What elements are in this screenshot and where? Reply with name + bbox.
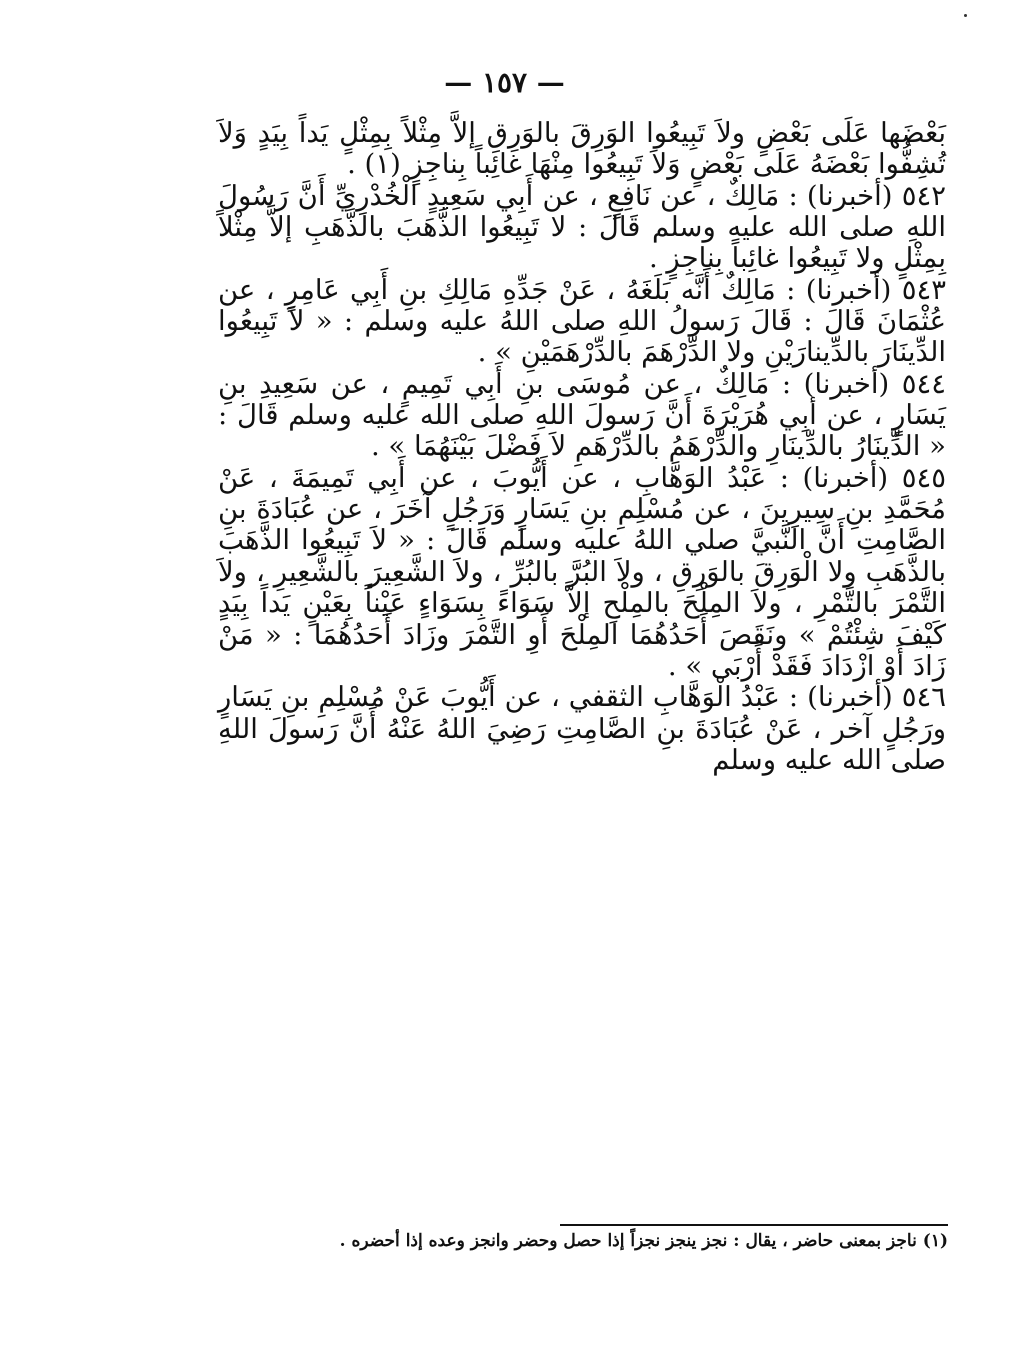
corner-dot — [964, 14, 967, 17]
intro-text: بَعْضَها عَلَى بَعْضٍ ولاَ تَبِيعُوا الوَرِقَ بالوَرِقِ إلاَّ مِثْلاً بِمِثْلٍ يَداً بِيَدٍ وَلاَ تُشِفُّوا بَعْضَهُ عَلَى بَعْضٍ وَلاَ تَبِيعُوا مِنْهَا غائِباً بِناجِزٍ (١) . — [218, 117, 946, 181]
paragraph-number: ٥٤٦ — [901, 681, 946, 714]
main-text — [218, 118, 946, 776]
page-number: — ١٥٧ — — [444, 66, 565, 99]
paragraph-number: ٥٤٥ — [901, 461, 947, 494]
hadith-paragraph-546 — [218, 682, 946, 776]
paragraph-text: (أخبرنا) : مَالِكٌ أَنَّه بَلَغَهُ ، عَنْ جَدِّهِ مَالِكِ بنِ أَبِي عَامِرٍ ، عن عُثْمَانَ قَالَ : قَالَ رَسولُ اللهِ صلى اللهُ عليه وسلم : « لاَ تَبِيعُوا الدِّينَارَ بالدِّينارَيْنِ ولا الدِّرْهَمَ بالدِّرْهَمَيْنِ » . — [218, 273, 946, 369]
footnote — [218, 1230, 948, 1252]
hadith-paragraph-545 — [218, 463, 946, 682]
hadith-paragraph-544 — [218, 369, 946, 463]
intro-paragraph — [218, 118, 946, 181]
hadith-paragraph-543 — [218, 275, 946, 369]
paragraph-text: (أخبرنا) : عَبْدُ الوَهَّابِ ، عن أَيُّوبَ ، عن أَبِي تَمِيمَةَ ، عَنْ مُحَمَّدِ بنِ سِيرِينَ ، عن مُسْلِمِ بنِ يَسَارٍ وَرَجُلٍ آخَرَ ، عن عُبَادَةَ بنِ الصَّامِتِ أَنَّ النَّبيَّ صلي اللهُ عليه وسلم قَالَ : « لاَ تَبِيعُوا الذَّهَبَ بالذَّهَبِ ولا الْوَرِقَ بالوَرِقِ ، ولاَ البُرَّ بالبُرِّ ، ولاَ الشَّعِيرَ بالشَّعِيرِ ، ولاَ التَّمْرَ بالتَّمْرِ ، ولاَ المِلْحَ بالمِلْحِ إلاَّ سَوَاءً بِسَوَاءٍ عَيْناً بِعَيْنٍ يَداً بِيَدٍ كَيْفَ شِئْتُمْ » ونَقَصَ أَحَدُهُمَا المِلْحَ أَوِ التَّمْرَ وزَادَ أَحَدُهُمَا : « مَنْ زَادَ أَوْ ازْدَادَ فَقَدْ أَرْبَى » . — [218, 461, 946, 682]
paragraph-text: (أخبرنا) : مَالِكٌ ، عن مُوسَى بنِ أَبِي تَمِيمٍ ، عن سَعِيدِ بنِ يَسَارٍ ، عن أبِي هُرَيْرَةَ أَنَّ رَسولَ اللهِ صلى الله عليه وسلم قَالَ : « الدِّينَارُ بالدِّينَارِ والدِّرْهَمُ بالدِّرْهَمِ لاَ فَضْلَ بَيْنَهُمَا » . — [218, 367, 946, 463]
paragraph-number: ٥٤٢ — [901, 179, 946, 212]
hadith-paragraph-542 — [218, 181, 946, 275]
footnote-divider — [560, 1224, 948, 1226]
paragraph-text: (أخبرنا) : عَبْدُ الْوَهَّابِ الثقفي ، عن أَيُّوبَ عَنْ مُسْلِمِ بنِ يَسَارٍ ورَجُلٍ آخر ، عَنْ عُبَادَةَ بنِ الصَّامِتِ رَضِيَ اللهُ عَنْهُ أَنَّ رَسولَ اللهِ صلى الله عليه وسلم — [218, 681, 946, 776]
paragraph-number: ٥٤٣ — [901, 273, 946, 306]
footnote-text: (١) ناجز بمعنى حاضر ، يقال : نجز ينجز نجزاً إذا حصل وحضر وانجز وعده إذا أحضره . — [339, 1231, 948, 1251]
paragraph-number: ٥٤٤ — [901, 367, 946, 400]
paragraph-text: (أخبرنا) : مَالِكٌ ، عن نَافِعٍ ، عن أَبِي سَعِيدٍ الْخُدْرِيِّ أَنَّ رَسُولَ اللهِ صلى الله عليه وسلم قَالَ : لا تَبِيعُوا الذَّهَبَ بالذَّهَبِ إلاَّ مِثْلاً بِمِثْلٍ ولا تَبِيعُوا غائِباً بِناجِزٍ . — [218, 179, 946, 275]
